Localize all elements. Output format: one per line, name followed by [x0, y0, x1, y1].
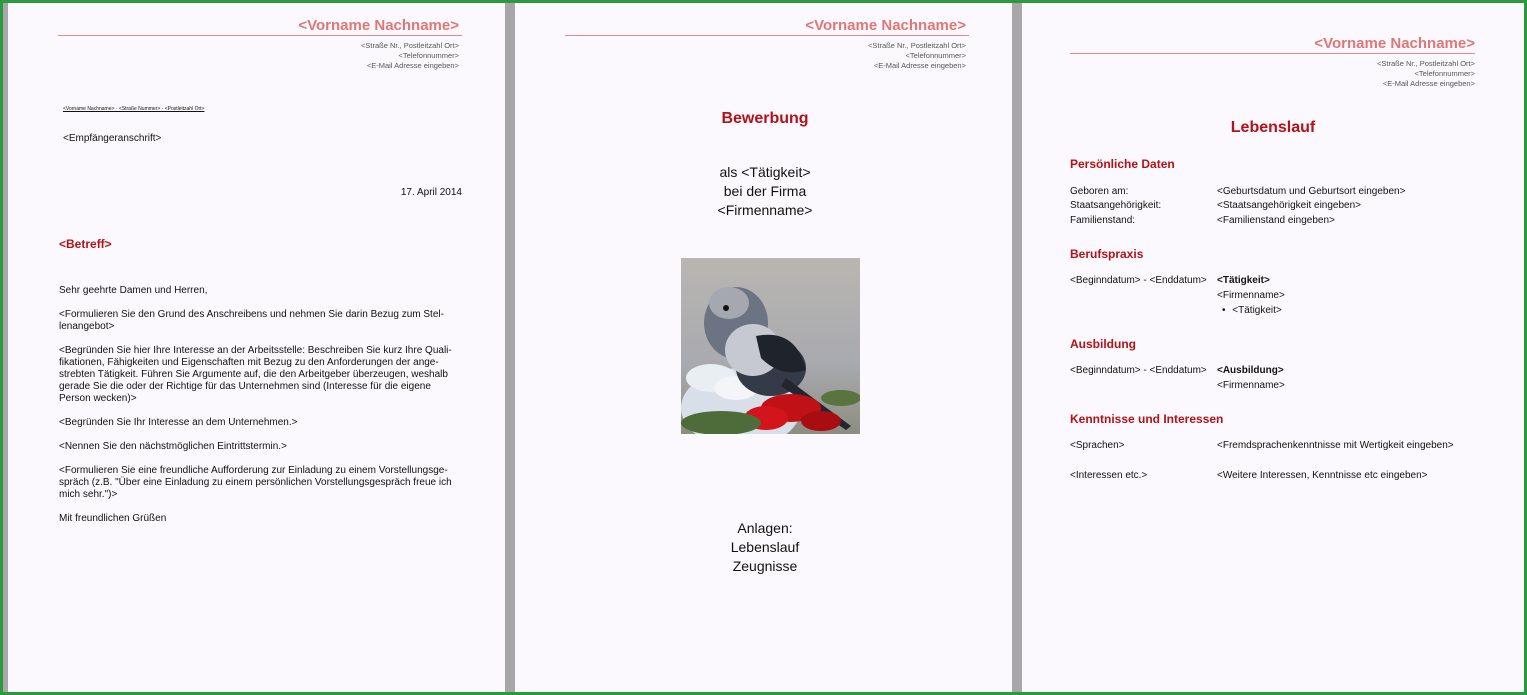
section-heading-career: Berufspraxis	[1070, 247, 1144, 261]
page-cv	[1022, 3, 1524, 692]
cv-label: <Sprachen>	[1070, 440, 1125, 451]
cv-label: Familienstand:	[1070, 215, 1136, 226]
cv-value: <Staatsangehörigkeit eingeben>	[1217, 200, 1362, 211]
paragraph: <Formulieren Sie eine freundliche Aufforderung zur Einladung zu einem Vorstellungsge-spräch (z.B. "Über eine Einladung zu einem persönlichen Vorstellungsgespräch freue ich mich sehr.")>	[59, 465, 452, 500]
cv-value: <Familienstand eingeben>	[1217, 215, 1335, 226]
cv-value: <Fremdsprachenkenntnisse mit Wertigkeit eingeben>	[1217, 440, 1454, 451]
letter-date: 17. April 2014	[400, 187, 462, 198]
sender-address: <Straße Nr., Postleitzahl Ort> <Telefonnummer> <E-Mail Adresse eingeben>	[868, 41, 966, 70]
applicant-photo	[681, 258, 860, 434]
closing: Mit freundlichen Grüßen	[59, 513, 167, 524]
cv-role: <Tätigkeit>	[1217, 275, 1270, 286]
header-rule	[565, 35, 969, 36]
cv-bullet-item: • <Tätigkeit>	[1222, 305, 1282, 316]
letter-subject: <Betreff>	[59, 237, 112, 251]
paragraph: <Nennen Sie den nächstmöglichen Eintrittstermin.>	[59, 441, 287, 452]
paragraph: <Begründen Sie Ihr Interesse an dem Unternehmen.>	[59, 417, 298, 428]
cv-company: <Firmenname>	[1217, 290, 1285, 301]
sender-name: <Vorname Nachname>	[805, 17, 966, 34]
cover-title: Bewerbung	[721, 110, 809, 127]
cover-position: als <Tätigkeit> bei der Firma <Firmenname>	[717, 164, 813, 218]
sender-name: <Vorname Nachname>	[298, 17, 459, 34]
cv-label: Staatsangehörigkeit:	[1070, 200, 1162, 211]
section-heading-skills: Kenntnisse und Interessen	[1070, 412, 1224, 426]
cover-attachments: Anlagen: Lebenslauf Zeugnisse	[730, 520, 800, 574]
bird-photo-icon	[681, 258, 860, 434]
document-viewer	[3, 3, 1524, 692]
sender-address: <Straße Nr., Postleitzahl Ort> <Telefonnummer> <E-Mail Adresse eingeben>	[361, 41, 459, 70]
cv-title: Lebenslauf	[1230, 119, 1316, 136]
sender-return-line: <Vorname Nachname> · <Straße Nummer> · <Postleitzahl Ort>	[63, 106, 205, 112]
letter-body	[59, 285, 464, 537]
cv-label: <Interessen etc.>	[1070, 470, 1148, 481]
paragraph: <Formulieren Sie den Grund des Anschreibens und nehmen Sie darin Bezug zum Stel-lenangebot>	[59, 309, 444, 332]
cv-period: <Beginndatum> - <Enddatum>	[1070, 365, 1207, 376]
cv-value: <Weitere Interessen, Kenntnisse etc eingeben>	[1217, 470, 1428, 481]
sender-name: <Vorname Nachname>	[1314, 35, 1475, 52]
cv-company: <Firmenname>	[1217, 380, 1285, 391]
page-cover-letter	[8, 3, 505, 692]
bullet-icon: •	[1222, 305, 1226, 316]
cv-label: Geboren am:	[1070, 186, 1129, 197]
page-cover-sheet	[515, 3, 1012, 692]
paragraph: <Begründen Sie hier Ihre Interesse an der Arbeitsstelle: Beschreiben Sie kurz Ihre Quali-fikationen, Fähigkeiten und Eigenschaften mit Bezug zu den Anforderungen der ange-strebten Tätigkeit. Führen Sie Argumente auf, die den Arbeitgeber überzeugen, weshalb gerade Sie die oder der Richtige für das Unternehmen sind (Interesse für die eigene Person wecken)>	[59, 345, 452, 404]
salutation: Sehr geehrte Damen und Herren,	[59, 285, 208, 296]
cv-period: <Beginndatum> - <Enddatum>	[1070, 275, 1207, 286]
cv-value: <Geburtsdatum und Geburtsort eingeben>	[1217, 186, 1406, 197]
recipient-address: <Empfängeranschrift>	[63, 133, 162, 144]
section-heading-education: Ausbildung	[1070, 337, 1136, 351]
section-heading-personal: Persönliche Daten	[1070, 157, 1175, 171]
header-rule	[1070, 53, 1475, 54]
cv-degree: <Ausbildung>	[1217, 365, 1284, 376]
header-rule	[58, 35, 462, 36]
sender-address: <Straße Nr., Postleitzahl Ort> <Telefonnummer> <E-Mail Adresse eingeben>	[1377, 59, 1475, 88]
